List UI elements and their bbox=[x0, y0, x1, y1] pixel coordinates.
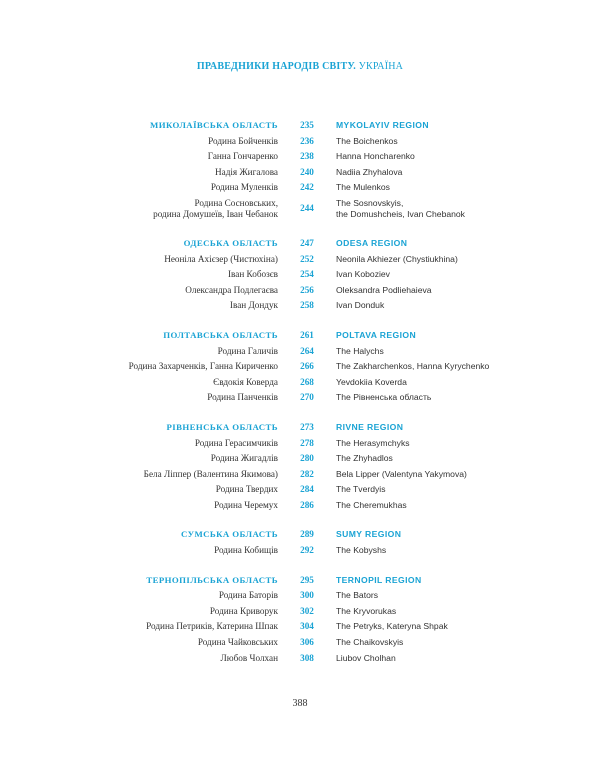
toc-entry[interactable] bbox=[0, 588, 600, 604]
toc-entry[interactable] bbox=[0, 390, 600, 406]
entry-page-number: 268 bbox=[300, 376, 314, 387]
entry-page-number: 258 bbox=[300, 300, 314, 311]
entry-title-en: The Kobyshs bbox=[336, 545, 387, 556]
section-title-ua: МИКОЛАЇВСЬКА ОБЛАСТЬ bbox=[150, 120, 278, 130]
toc-entry[interactable] bbox=[0, 134, 600, 150]
entry-title-en: The Petryks, Kateryna Shpak bbox=[336, 621, 448, 632]
entry-page-number: 304 bbox=[300, 621, 314, 632]
toc-entry[interactable] bbox=[0, 467, 600, 483]
section-title-en: POLTAVA REGION bbox=[336, 329, 417, 340]
section-page-number: 295 bbox=[300, 574, 314, 585]
entry-title-en: Neonila Akhiezer (Chystiukhina) bbox=[336, 253, 458, 264]
entry-page-number: 264 bbox=[300, 345, 314, 356]
header-country: УКРАЇНА bbox=[358, 61, 404, 72]
section-title-ua: ПОЛТАВСЬКА ОБЛАСТЬ bbox=[163, 329, 278, 340]
section-heading[interactable] bbox=[0, 527, 600, 543]
entry-title-en: Yevdokiia Koverda bbox=[336, 376, 407, 387]
entry-title-en: The Mulenkos bbox=[336, 182, 390, 193]
entry-page-number: 300 bbox=[300, 590, 314, 601]
entry-page-number: 286 bbox=[300, 499, 314, 510]
section-title-en: TERNOPIL REGION bbox=[336, 574, 422, 585]
toc-entry[interactable] bbox=[0, 196, 600, 222]
entry-title-ua: Родина Черемух bbox=[214, 499, 278, 510]
entry-page-number: 270 bbox=[300, 392, 314, 403]
page-header bbox=[0, 61, 600, 72]
entry-title-ua: Любов Чолхан bbox=[220, 652, 278, 663]
entry-page-number: 292 bbox=[300, 545, 314, 556]
section-page-number: 247 bbox=[300, 237, 314, 248]
toc-entry[interactable] bbox=[0, 165, 600, 181]
toc-section bbox=[0, 236, 600, 314]
entry-title-en-line2: the Domushcheis, Ivan Chebanok bbox=[336, 208, 465, 219]
section-heading[interactable] bbox=[0, 328, 600, 344]
entry-title-ua: Бела Ліппер (Валентина Якимова) bbox=[143, 468, 278, 479]
entry-title-ua: Родина Захарченків, Ганна Кириченко bbox=[128, 361, 278, 372]
entry-page-number: 254 bbox=[300, 269, 314, 280]
entry-title-en: Oleksandra Podliehaieva bbox=[336, 284, 432, 295]
section-heading[interactable] bbox=[0, 236, 600, 252]
entry-title-en: The Bators bbox=[336, 590, 379, 601]
entry-page-number: 266 bbox=[300, 361, 314, 372]
entry-title-ua: Родина Галичів bbox=[217, 345, 278, 356]
header-title: ПРАВЕДНИКИ НАРОДІВ СВІТУ. bbox=[196, 61, 356, 72]
entry-title-ua: Іван Кобозєв bbox=[227, 269, 278, 280]
section-heading[interactable] bbox=[0, 420, 600, 436]
entry-title-ua: Надія Жигалова bbox=[214, 166, 278, 177]
entry-title-ua: Родина Баторів bbox=[218, 590, 278, 601]
entry-page-number: 306 bbox=[300, 637, 314, 648]
entry-title-ua: Родина Муленків bbox=[210, 182, 278, 193]
toc-entry[interactable] bbox=[0, 635, 600, 651]
toc-entry[interactable] bbox=[0, 149, 600, 165]
entry-title-ua: Неоніла Ахієзер (Чистюхіна) bbox=[164, 253, 278, 264]
entry-title-ua-line1: Родина Сосновських, bbox=[194, 197, 278, 208]
entry-page-number: 308 bbox=[300, 652, 314, 663]
entry-title-ua: Іван Дондук bbox=[229, 300, 278, 311]
toc-entry[interactable] bbox=[0, 451, 600, 467]
entry-title-ua bbox=[153, 198, 278, 220]
section-title-ua: ОДЕСЬКА ОБЛАСТЬ bbox=[183, 237, 278, 248]
entry-title-en: The Tverdyis bbox=[336, 484, 386, 495]
section-title-en: MYKOLAYIV REGION bbox=[336, 120, 429, 130]
entry-title-en: Hanna Honcharenko bbox=[336, 151, 415, 162]
toc-entry[interactable] bbox=[0, 298, 600, 314]
entry-title-ua: Євдокія Коверда bbox=[213, 376, 278, 387]
section-heading[interactable] bbox=[0, 573, 600, 589]
section-title-ua: СУМСЬКА ОБЛАСТЬ bbox=[180, 529, 278, 540]
toc-section bbox=[0, 527, 600, 558]
entry-title-ua: Родина Петриків, Катерина Шпак bbox=[146, 621, 278, 632]
toc-entry[interactable] bbox=[0, 436, 600, 452]
entry-title-ua: Родина Твердих bbox=[215, 484, 278, 495]
section-heading[interactable] bbox=[0, 118, 600, 134]
toc-entry[interactable] bbox=[0, 543, 600, 559]
entry-title-en: The Boichenkos bbox=[336, 135, 398, 146]
entry-title-en: The Herasymchyks bbox=[336, 437, 410, 448]
entry-title-ua: Родина Панченків bbox=[207, 392, 278, 403]
entry-page-number: 252 bbox=[300, 253, 314, 264]
entry-page-number: 240 bbox=[300, 166, 314, 177]
entry-page-number: 284 bbox=[300, 484, 314, 495]
toc-entry[interactable] bbox=[0, 359, 600, 375]
entry-title-en: The Chaikovskyis bbox=[336, 637, 404, 648]
entry-title-ua: Родина Бойченків bbox=[208, 135, 278, 146]
entry-title-en-line1: The Sosnovskyis, bbox=[336, 197, 404, 208]
entry-title-en: Ivan Donduk bbox=[336, 300, 385, 311]
toc-entry[interactable] bbox=[0, 619, 600, 635]
toc-section bbox=[0, 420, 600, 514]
entry-page-number: 244 bbox=[300, 202, 314, 213]
toc-entry[interactable] bbox=[0, 252, 600, 268]
page-number: 388 bbox=[292, 698, 308, 709]
section-title-en: ODESA REGION bbox=[336, 237, 408, 248]
section-title-en: RIVNE REGION bbox=[336, 421, 404, 432]
toc-entry[interactable] bbox=[0, 180, 600, 196]
entry-page-number: 278 bbox=[300, 437, 314, 448]
table-of-contents bbox=[0, 118, 600, 680]
entry-page-number: 236 bbox=[300, 135, 314, 146]
entry-page-number: 242 bbox=[300, 182, 314, 193]
section-page-number: 289 bbox=[300, 529, 314, 540]
toc-section bbox=[0, 118, 600, 222]
entry-page-number: 238 bbox=[300, 151, 314, 162]
entry-title-en: Liubov Cholhan bbox=[336, 652, 396, 663]
toc-entry[interactable] bbox=[0, 498, 600, 514]
section-page-number: 261 bbox=[300, 329, 314, 340]
toc-section bbox=[0, 328, 600, 406]
entry-title-en: The Zhyhadlos bbox=[336, 453, 393, 464]
entry-title-ua-line2: родина Домушеїв, Іван Чебанок bbox=[153, 208, 278, 219]
entry-page-number: 302 bbox=[300, 605, 314, 616]
entry-title-en: Nadiia Zhyhalova bbox=[336, 166, 403, 177]
toc-entry[interactable] bbox=[0, 283, 600, 299]
section-page-number: 273 bbox=[300, 421, 314, 432]
section-title-ua: ТЕРНОПІЛЬСЬКА ОБЛАСТЬ bbox=[146, 574, 278, 585]
entry-title-en: The Cheremukhas bbox=[336, 499, 407, 510]
entry-title-ua: Родина Кобищів bbox=[214, 545, 278, 556]
entry-title-ua: Ганна Гончаренко bbox=[207, 151, 278, 162]
toc-section bbox=[0, 573, 600, 667]
toc-entry[interactable] bbox=[0, 651, 600, 667]
entry-title-ua: Родина Чайковських bbox=[197, 637, 278, 648]
entry-title-ua: Родина Герасимчиків bbox=[194, 437, 278, 448]
entry-page-number: 256 bbox=[300, 284, 314, 295]
entry-page-number: 282 bbox=[300, 468, 314, 479]
entry-title-en: The Halychs bbox=[336, 345, 384, 356]
entry-title-en: The Zakharchenkos, Hanna Kyrychenko bbox=[336, 361, 490, 372]
entry-title-en bbox=[336, 198, 465, 220]
entry-title-en: The Рівненська область bbox=[336, 392, 432, 403]
toc-entry[interactable] bbox=[0, 344, 600, 360]
section-title-en: SUMY REGION bbox=[336, 529, 402, 540]
toc-entry[interactable] bbox=[0, 375, 600, 391]
toc-entry[interactable] bbox=[0, 482, 600, 498]
entry-title-en: The Kryvorukas bbox=[336, 605, 397, 616]
entry-title-ua: Родина Криворук bbox=[209, 605, 278, 616]
entry-title-ua: Родина Жигадлів bbox=[210, 453, 278, 464]
entry-page-number: 280 bbox=[300, 453, 314, 464]
entry-title-ua: Олександра Подлегаєва bbox=[185, 284, 278, 295]
toc-entry[interactable] bbox=[0, 267, 600, 283]
toc-entry[interactable] bbox=[0, 604, 600, 620]
entry-title-en: Bela Lipper (Valentyna Yakymova) bbox=[336, 468, 467, 479]
section-title-ua: РІВНЕНСЬКА ОБЛАСТЬ bbox=[166, 421, 278, 432]
section-page-number: 235 bbox=[300, 120, 314, 130]
entry-title-en: Ivan Koboziev bbox=[336, 269, 390, 280]
